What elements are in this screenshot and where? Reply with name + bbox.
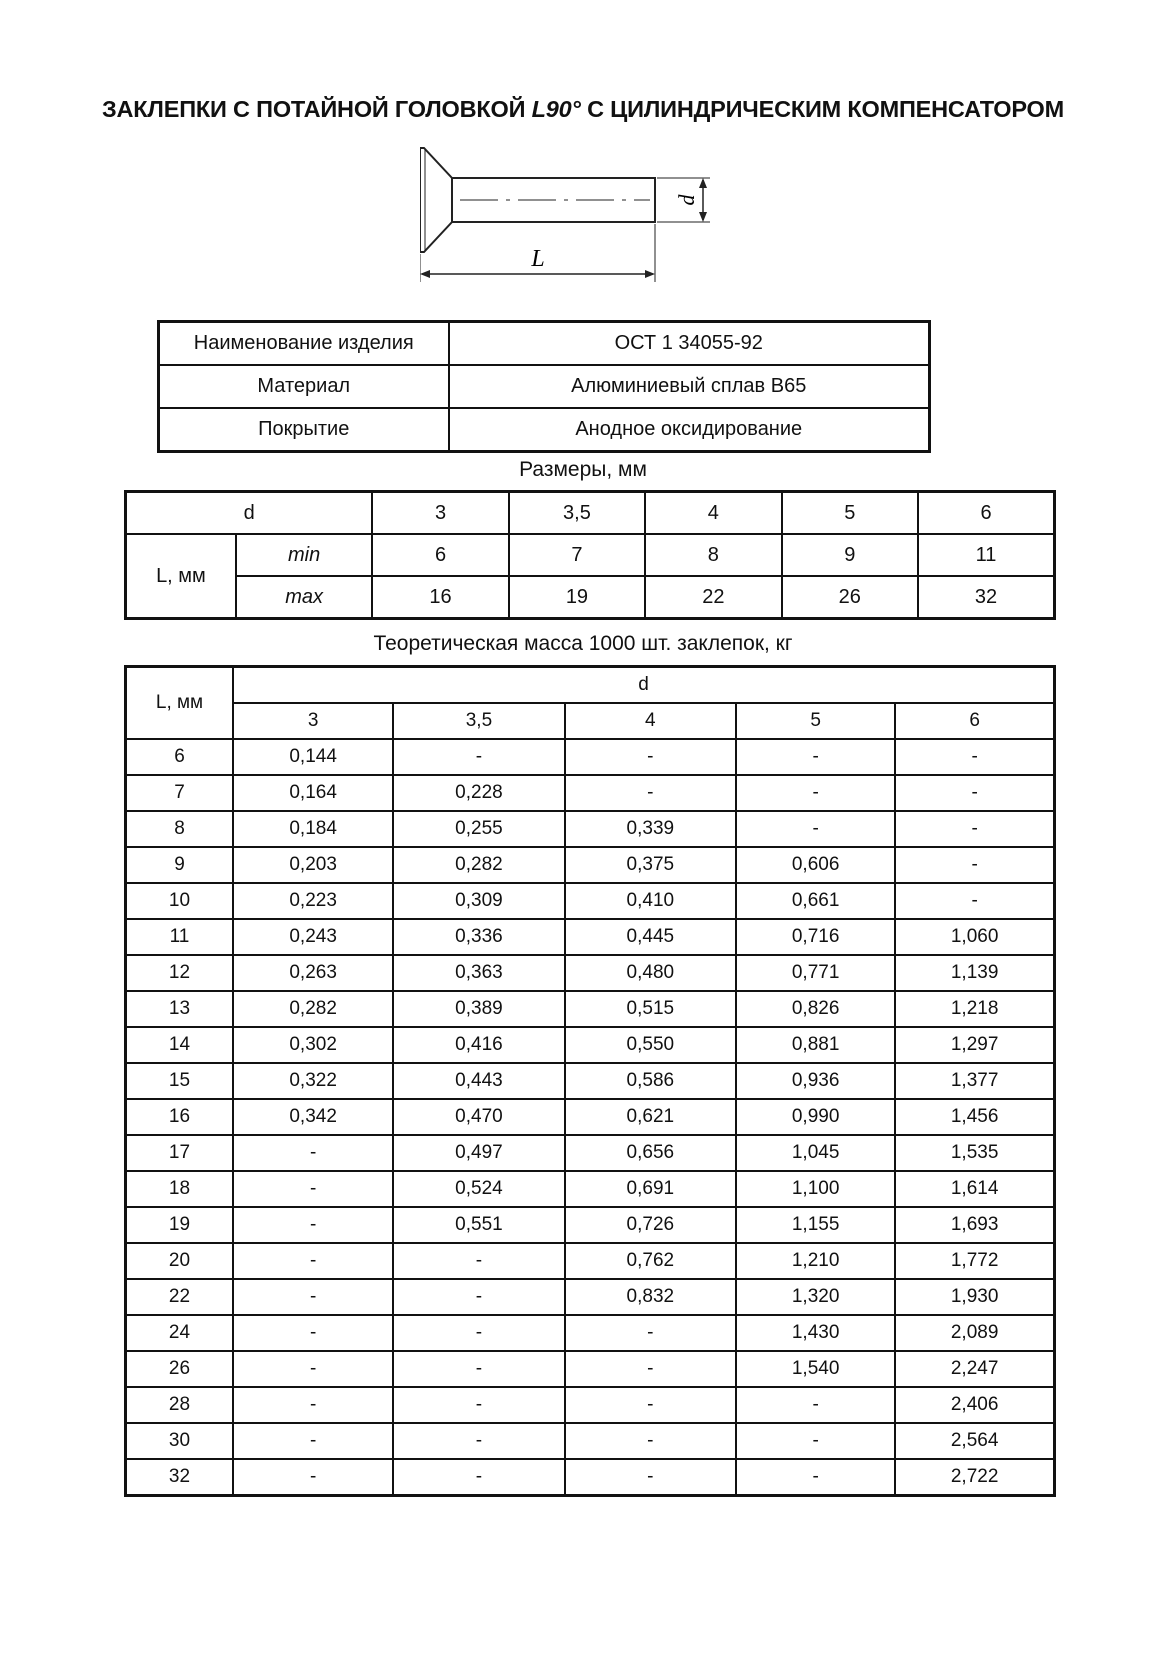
table-row xyxy=(126,775,1055,811)
mass-cell: 1,430 xyxy=(736,1315,895,1351)
length-cell: 14 xyxy=(126,1027,234,1063)
mass-cell: - xyxy=(393,1351,564,1387)
length-cell: 28 xyxy=(126,1387,234,1423)
length-cell: 30 xyxy=(126,1423,234,1459)
table-row xyxy=(159,408,930,452)
min-value: 8 xyxy=(645,534,781,576)
mass-cell: - xyxy=(565,1423,736,1459)
mass-caption: Теоретическая масса 1000 шт. заклепок, кг xyxy=(373,632,793,655)
dim-d-label: d xyxy=(674,194,699,206)
length-cell: 19 xyxy=(126,1207,234,1243)
length-cell: 10 xyxy=(126,883,234,919)
length-cell: 12 xyxy=(126,955,234,991)
mass-cell: 0,550 xyxy=(565,1027,736,1063)
mass-cell: 0,990 xyxy=(736,1099,895,1135)
min-value: 7 xyxy=(509,534,645,576)
length-cell: 26 xyxy=(126,1351,234,1387)
mass-cell: 2,247 xyxy=(895,1351,1054,1387)
L-header: L, мм xyxy=(126,667,234,740)
table-row xyxy=(126,1027,1055,1063)
table-row xyxy=(126,883,1055,919)
length-cell: 17 xyxy=(126,1135,234,1171)
mass-cell: 0,445 xyxy=(565,919,736,955)
mass-cell: 2,406 xyxy=(895,1387,1054,1423)
length-cell: 16 xyxy=(126,1099,234,1135)
mass-cell: - xyxy=(233,1423,393,1459)
mass-cell: - xyxy=(565,739,736,775)
mass-cell: - xyxy=(393,1243,564,1279)
mass-body xyxy=(126,739,1055,1496)
mass-cell: 0,363 xyxy=(393,955,564,991)
mass-cell: 1,139 xyxy=(895,955,1054,991)
mass-cell: 1,297 xyxy=(895,1027,1054,1063)
mass-cell: 0,551 xyxy=(393,1207,564,1243)
mass-cell: 0,524 xyxy=(393,1171,564,1207)
info-value: Алюминиевый сплав В65 xyxy=(449,365,930,408)
length-cell: 20 xyxy=(126,1243,234,1279)
info-value: ОСТ 1 34055-92 xyxy=(449,322,930,366)
mass-cell: - xyxy=(736,739,895,775)
table-row xyxy=(126,492,1055,535)
mass-cell: - xyxy=(736,811,895,847)
dimensions-table xyxy=(124,490,1056,620)
mass-cell: - xyxy=(736,1459,895,1496)
table-row xyxy=(126,576,1055,619)
mass-cell: - xyxy=(393,1315,564,1351)
table-row xyxy=(126,1315,1055,1351)
mass-cell: 0,416 xyxy=(393,1027,564,1063)
d-value: 4 xyxy=(565,703,736,739)
mass-cell: 1,320 xyxy=(736,1279,895,1315)
d-value: 6 xyxy=(895,703,1054,739)
mass-cell: 0,515 xyxy=(565,991,736,1027)
mass-cell: 0,223 xyxy=(233,883,393,919)
length-cell: 22 xyxy=(126,1279,234,1315)
mass-cell: 0,497 xyxy=(393,1135,564,1171)
max-value: 22 xyxy=(645,576,781,619)
mass-cell: 1,772 xyxy=(895,1243,1054,1279)
mass-cell: - xyxy=(233,1207,393,1243)
mass-cell: 0,470 xyxy=(393,1099,564,1135)
table-row xyxy=(126,955,1055,991)
mass-cell: - xyxy=(233,1387,393,1423)
max-value: 32 xyxy=(918,576,1055,619)
mass-cell: 0,336 xyxy=(393,919,564,955)
mass-cell: 0,282 xyxy=(233,991,393,1027)
length-cell: 9 xyxy=(126,847,234,883)
mass-cell: 0,771 xyxy=(736,955,895,991)
mass-cell: 0,263 xyxy=(233,955,393,991)
mass-cell: 1,535 xyxy=(895,1135,1054,1171)
info-label: Наименование изделия xyxy=(159,322,449,366)
mass-cell: - xyxy=(565,1387,736,1423)
table-row xyxy=(126,1207,1055,1243)
max-value: 19 xyxy=(509,576,645,619)
mass-cell: 0,656 xyxy=(565,1135,736,1171)
mass-cell: 1,155 xyxy=(736,1207,895,1243)
mass-cell: 0,243 xyxy=(233,919,393,955)
length-cell: 24 xyxy=(126,1315,234,1351)
mass-cell: 1,377 xyxy=(895,1063,1054,1099)
mass-cell: 0,144 xyxy=(233,739,393,775)
mass-cell: - xyxy=(565,775,736,811)
mass-cell: - xyxy=(393,1387,564,1423)
d-header: d xyxy=(126,492,373,535)
mass-cell: - xyxy=(565,1315,736,1351)
mass-cell: 1,100 xyxy=(736,1171,895,1207)
title-angle: L90° xyxy=(531,96,581,122)
mass-cell: 0,691 xyxy=(565,1171,736,1207)
mass-cell: 0,302 xyxy=(233,1027,393,1063)
mass-cell: 1,693 xyxy=(895,1207,1054,1243)
mass-cell: - xyxy=(393,1459,564,1496)
d-value: 3,5 xyxy=(509,492,645,535)
dimensions-caption: Размеры, мм xyxy=(519,458,647,481)
d-value: 3 xyxy=(233,703,393,739)
mass-cell: 0,410 xyxy=(565,883,736,919)
mass-cell: 0,184 xyxy=(233,811,393,847)
mass-cell: - xyxy=(895,739,1054,775)
length-cell: 8 xyxy=(126,811,234,847)
mass-cell: - xyxy=(233,1171,393,1207)
mass-cell: 1,614 xyxy=(895,1171,1054,1207)
mass-cell: 0,389 xyxy=(393,991,564,1027)
d-value: 5 xyxy=(782,492,918,535)
info-label: Материал xyxy=(159,365,449,408)
title-prefix: ЗАКЛЕПКИ С ПОТАЙНОЙ ГОЛОВКОЙ xyxy=(102,96,526,122)
max-value: 16 xyxy=(372,576,508,619)
mass-cell: - xyxy=(736,1423,895,1459)
table-row xyxy=(126,739,1055,775)
mass-cell: 1,218 xyxy=(895,991,1054,1027)
length-cell: 32 xyxy=(126,1459,234,1496)
mass-cell: - xyxy=(233,1315,393,1351)
mass-cell: - xyxy=(565,1351,736,1387)
table-row xyxy=(126,847,1055,883)
length-cell: 7 xyxy=(126,775,234,811)
table-row xyxy=(126,667,1055,704)
mass-cell: 0,342 xyxy=(233,1099,393,1135)
min-value: 9 xyxy=(782,534,918,576)
table-row xyxy=(126,1387,1055,1423)
mass-cell: 1,930 xyxy=(895,1279,1054,1315)
mass-cell: - xyxy=(393,739,564,775)
table-row xyxy=(126,1351,1055,1387)
table-row xyxy=(159,322,930,366)
mass-cell: 0,339 xyxy=(565,811,736,847)
max-value: 26 xyxy=(782,576,918,619)
mass-cell: 0,606 xyxy=(736,847,895,883)
mass-cell: - xyxy=(233,1351,393,1387)
length-cell: 13 xyxy=(126,991,234,1027)
min-value: 6 xyxy=(372,534,508,576)
mass-cell: - xyxy=(736,1387,895,1423)
mass-cell: 0,309 xyxy=(393,883,564,919)
length-cell: 6 xyxy=(126,739,234,775)
mass-cell: 1,456 xyxy=(895,1099,1054,1135)
table-row xyxy=(126,1099,1055,1135)
title-suffix: С ЦИЛИНДРИЧЕСКИМ КОМПЕНСАТОРОМ xyxy=(587,96,1064,122)
d-header: d xyxy=(233,667,1055,704)
length-cell: 11 xyxy=(126,919,234,955)
mass-cell: 0,480 xyxy=(565,955,736,991)
mass-cell: 0,762 xyxy=(565,1243,736,1279)
table-row xyxy=(126,1063,1055,1099)
mass-cell: 0,826 xyxy=(736,991,895,1027)
table-row xyxy=(126,1243,1055,1279)
d-value: 5 xyxy=(736,703,895,739)
table-row xyxy=(126,991,1055,1027)
mass-cell: 0,936 xyxy=(736,1063,895,1099)
mass-cell: 0,255 xyxy=(393,811,564,847)
length-cell: 15 xyxy=(126,1063,234,1099)
mass-cell: 0,228 xyxy=(393,775,564,811)
min-value: 11 xyxy=(918,534,1055,576)
mass-cell: 0,661 xyxy=(736,883,895,919)
mass-cell: 0,726 xyxy=(565,1207,736,1243)
mass-cell: 1,540 xyxy=(736,1351,895,1387)
mass-cell: 0,621 xyxy=(565,1099,736,1135)
mass-cell: - xyxy=(233,1279,393,1315)
table-row xyxy=(126,1135,1055,1171)
table-row xyxy=(126,1279,1055,1315)
mass-cell: 2,564 xyxy=(895,1423,1054,1459)
mass-cell: 0,881 xyxy=(736,1027,895,1063)
mass-cell: - xyxy=(393,1423,564,1459)
length-cell: 18 xyxy=(126,1171,234,1207)
mass-table xyxy=(124,665,1056,1497)
d-value: 3 xyxy=(372,492,508,535)
min-label: min xyxy=(236,534,372,576)
table-row xyxy=(126,1459,1055,1496)
mass-cell: - xyxy=(393,1279,564,1315)
mass-cell: 0,375 xyxy=(565,847,736,883)
L-header: L, мм xyxy=(126,534,236,619)
mass-cell: - xyxy=(895,847,1054,883)
mass-cell: - xyxy=(895,883,1054,919)
d-value: 3,5 xyxy=(393,703,564,739)
mass-cell: 0,443 xyxy=(393,1063,564,1099)
table-row xyxy=(126,919,1055,955)
rivet-drawing xyxy=(420,140,740,300)
mass-cell: - xyxy=(895,775,1054,811)
table-row xyxy=(126,1171,1055,1207)
mass-cell: 1,045 xyxy=(736,1135,895,1171)
info-value: Анодное оксидирование xyxy=(449,408,930,452)
mass-cell: 0,164 xyxy=(233,775,393,811)
mass-cell: 0,586 xyxy=(565,1063,736,1099)
mass-cell: - xyxy=(565,1459,736,1496)
mass-cell: - xyxy=(895,811,1054,847)
mass-cell: 0,203 xyxy=(233,847,393,883)
page-title xyxy=(0,96,1166,123)
mass-cell: 2,722 xyxy=(895,1459,1054,1496)
table-row xyxy=(126,534,1055,576)
table-row xyxy=(126,811,1055,847)
table-row xyxy=(159,365,930,408)
info-table xyxy=(157,320,931,453)
max-label: max xyxy=(236,576,372,619)
mass-cell: - xyxy=(233,1243,393,1279)
mass-cell: 2,089 xyxy=(895,1315,1054,1351)
mass-cell: 0,832 xyxy=(565,1279,736,1315)
d-value: 4 xyxy=(645,492,781,535)
mass-cell: 1,060 xyxy=(895,919,1054,955)
table-row xyxy=(126,703,1055,739)
mass-cell: - xyxy=(233,1459,393,1496)
mass-cell: 1,210 xyxy=(736,1243,895,1279)
dim-L-label: L xyxy=(531,246,545,272)
info-label: Покрытие xyxy=(159,408,449,452)
mass-cell: 0,716 xyxy=(736,919,895,955)
mass-cell: - xyxy=(736,775,895,811)
mass-cell: 0,282 xyxy=(393,847,564,883)
table-row xyxy=(126,1423,1055,1459)
mass-cell: - xyxy=(233,1135,393,1171)
mass-cell: 0,322 xyxy=(233,1063,393,1099)
d-value: 6 xyxy=(918,492,1055,535)
